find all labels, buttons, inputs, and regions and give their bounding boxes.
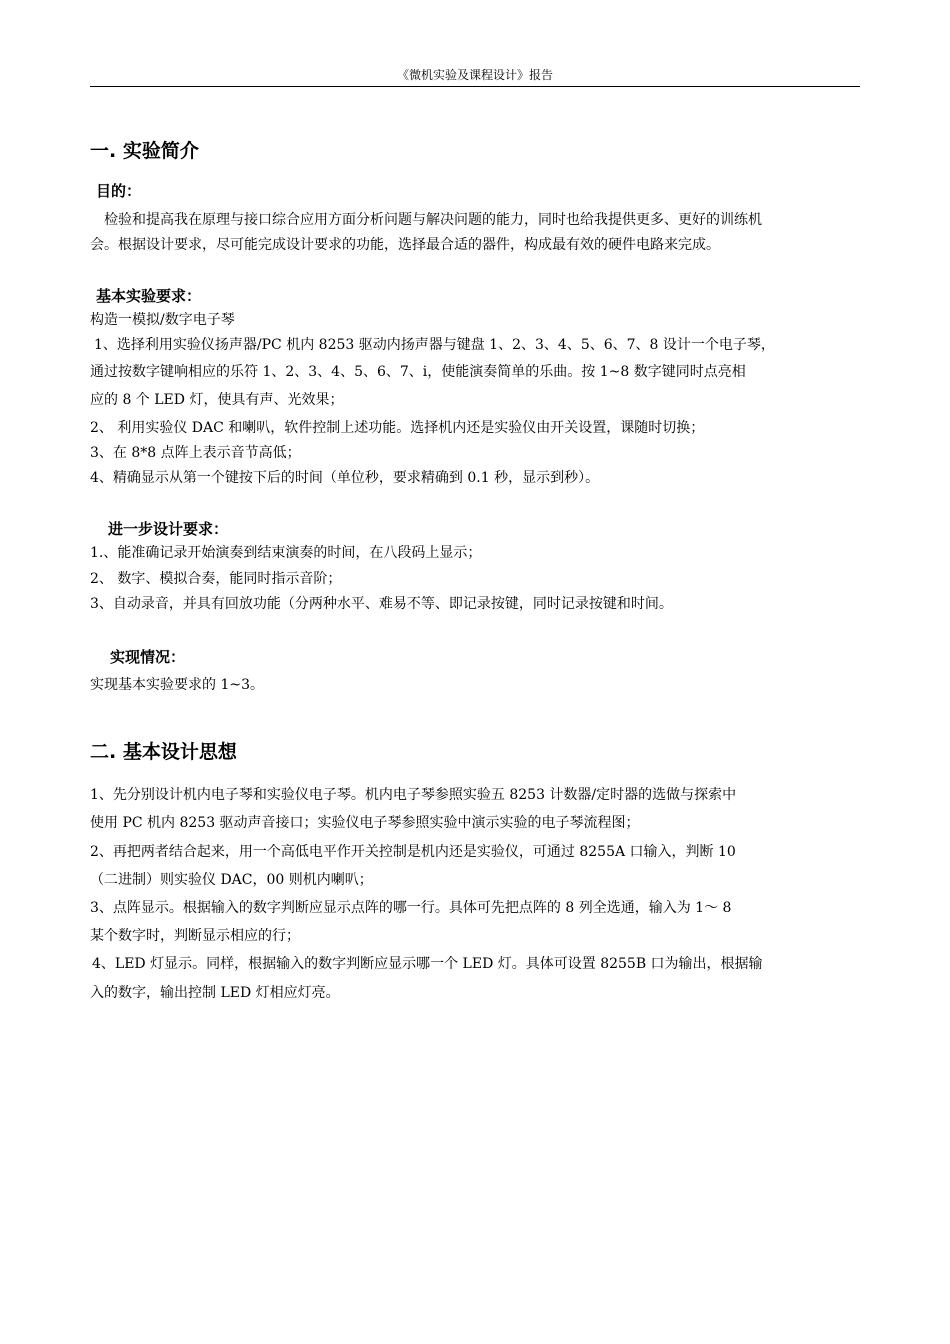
advanced-requirement-line: 2、 数字、模拟合奏，能同时指示音阶；	[90, 571, 342, 587]
purpose-label: 目的：	[96, 182, 142, 200]
advanced-requirement-line: 1.、能准确记录开始演奏到结束演奏的时间，在八段码上显示；	[90, 545, 482, 561]
design-idea-line: 3、点阵显示。根据输入的数字判断应显示点阵的哪一行。具体可先把点阵的 8 列全选通，输入为 1～ 8	[90, 900, 732, 916]
page-header: 《微机实验及课程设计》报告	[396, 68, 553, 82]
basic-requirements-label: 基本实验要求：	[96, 287, 202, 305]
design-idea-line: （二进制）则实验仪 DAC，00 则机内喇叭；	[90, 872, 373, 888]
section2-heading: 二. 基本设计思想	[90, 741, 237, 763]
status-label: 实现情况：	[110, 648, 186, 666]
purpose-line: 会。根据设计要求，尽可能完成设计要求的功能，选择最合适的器件，构成最有效的硬件电路来完成。	[90, 237, 720, 253]
design-idea-line: 入的数字，输出控制 LED 灯相应灯亮。	[90, 985, 340, 1001]
design-idea-line: 1、先分别设计机内电子琴和实验仪电子琴。机内电子琴参照实验五 8253 计数器/定时器的选做与探索中	[90, 787, 737, 803]
design-idea-line: 某个数字时，判断显示相应的行；	[90, 928, 300, 944]
basic-requirement-line: 4、精确显示从第一个键按下后的时间（单位秒，要求精确到 0.1 秒，显示到秒）。	[90, 470, 600, 486]
header-rule	[90, 86, 860, 87]
design-idea-line: 使用 PC 机内 8253 驱动声音接口；实验仪电子琴参照实验中演示实验的电子琴流程图；	[90, 815, 640, 831]
design-idea-line: 4、LED 灯显示。同样，根据输入的数字判断应显示哪一个 LED 灯。具体可设置 8255B 口为输出，根据输	[92, 956, 763, 972]
basic-requirement-line: 2、 利用实验仪 DAC 和喇叭，软件控制上述功能。选择机内还是实验仪由开关设置，课随时切换；	[90, 420, 705, 436]
purpose-line: 检验和提高我在原理与接口综合应用方面分析问题与解决问题的能力，同时也给我提供更多、更好的训练机	[104, 212, 762, 228]
design-idea-line: 2、再把两者结合起来，用一个高低电平作开关控制是机内还是实验仪，可通过 8255A 口输入，判断 10	[90, 844, 736, 860]
basic-requirement-line: 1、选择利用实验仪扬声器/PC 机内 8253 驱动内扬声器与键盘 1、2、3、4、5、6、7、8 设计一个电子琴，	[94, 337, 775, 353]
basic-requirement-line: 3、在 8*8 点阵上表示音节高低；	[90, 445, 301, 461]
basic-requirement-line: 应的 8 个 LED 灯，使具有声、光效果；	[90, 392, 344, 408]
basic-requirement-line: 通过按数字键响相应的乐符 1、2、3、4、5、6、7、i，使能演奏简单的乐曲。按 1~8 数字键同时点亮相	[90, 364, 746, 380]
advanced-requirements-label: 进一步设计要求：	[108, 520, 229, 538]
status-line: 实现基本实验要求的 1~3。	[90, 677, 264, 693]
section1-heading: 一. 实验简介	[90, 140, 199, 162]
advanced-requirement-line: 3、自动录音，并具有回放功能（分两种水平、难易不等、即记录按键，同时记录按键和时间。	[90, 596, 673, 612]
basic-requirement-line: 构造一模拟/数字电子琴	[90, 312, 235, 328]
